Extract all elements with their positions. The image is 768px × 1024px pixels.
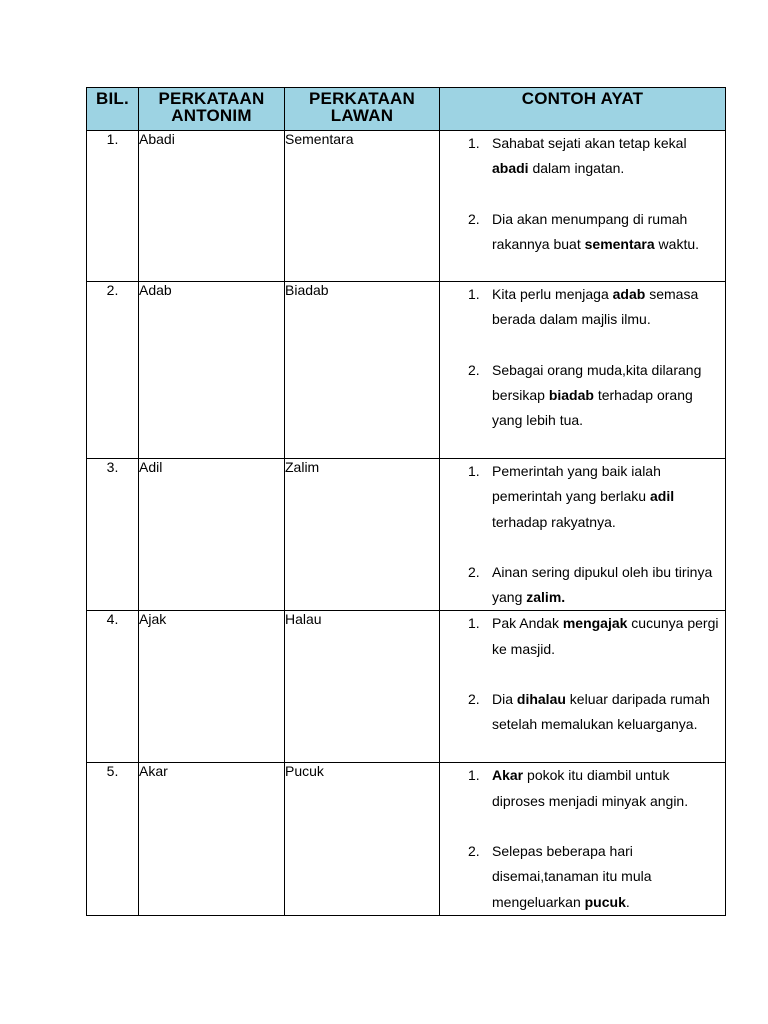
example-sentences [440,131,726,282]
sentence-text: Dia [492,691,517,708]
example-sentence [440,131,725,182]
lawan-word: Zalim [285,459,440,611]
highlighted-word: abadi [492,160,529,177]
row-number: 5. [87,763,139,915]
example-list [440,459,725,610]
sentence-text: Ainan sering dipukul oleh ibu tirinya yang [492,563,713,606]
highlighted-word: adil [650,488,675,505]
sentence-text: pokok itu diambil untuk diproses menjadi minyak angin. [492,767,689,809]
highlighted-word: biadab [548,386,594,403]
table-body [87,131,726,916]
sentence-text: Dia akan menumpang di rumah rakannya buat [492,210,688,252]
example-number: 1. [468,767,480,784]
sentence-text: dalam ingatan. [528,160,625,177]
example-number: 2. [468,210,480,227]
example-sentence [440,459,725,535]
sentence-text: terhadap orang yang lebih tua. [492,386,693,429]
sentence-text: terhadap rakyatnya. [492,513,616,530]
example-list [440,282,725,433]
header-lawan: PERKATAAN LAWAN [285,88,440,131]
sentence-text: Kita perlu menjaga [492,286,613,302]
example-sentence [440,611,725,662]
table-row [87,282,726,459]
lawan-word: Sementara [285,131,440,282]
antonim-word: Adab [139,282,285,459]
table-row [87,131,726,282]
sentence-text: Pak Andak [492,615,563,632]
example-number: 2. [468,691,480,708]
table-header [87,88,726,131]
row-number: 2. [87,282,139,459]
sentence-text: semasa berada dalam majlis ilmu. [492,286,699,328]
table-row [87,611,726,763]
row-number: 1. [87,131,139,282]
example-list [440,763,725,914]
lawan-word: Pucuk [285,763,440,915]
header-antonim: PERKATAAN ANTONIM [139,88,285,131]
example-list [440,611,725,737]
example-sentences [440,282,726,459]
example-sentence [440,358,725,434]
table-row [87,459,726,611]
row-number: 4. [87,611,139,763]
lawan-word: Biadab [285,282,440,459]
example-sentence [440,282,725,333]
example-number: 1. [468,463,480,479]
antonim-word: Abadi [139,131,285,282]
sentence-text: Sebagai orang muda,kita dilarang bersikap [492,361,702,403]
example-number: 1. [468,615,480,632]
header-row [87,88,726,131]
lawan-word: Halau [285,611,440,763]
antonim-word: Ajak [139,611,285,763]
example-sentence [440,763,725,814]
sentence-text: Selepas beberapa hari disemai,tanaman itu mula mengeluarkan [492,843,652,910]
antonim-word: Adil [139,459,285,611]
antonim-word: Akar [139,763,285,915]
highlighted-word: pucuk [584,893,626,910]
example-sentence [440,560,725,611]
row-number: 3. [87,459,139,611]
highlighted-word: Akar [492,767,524,784]
example-list [440,131,725,257]
highlighted-word: dihalau [516,691,566,708]
highlighted-word: mengajak [562,615,628,632]
highlighted-word: adab [612,286,646,302]
header-contoh-ayat: CONTOH AYAT [440,88,726,131]
highlighted-word: zalim. [526,589,566,606]
sentence-text: cucunya pergi ke masjid. [492,615,719,657]
sentence-text: Pemerintah yang baik ialah pemerintah yang berlaku [492,463,661,505]
example-sentence [440,839,725,915]
example-sentence [440,207,725,258]
example-sentences [440,763,726,915]
example-sentences [440,459,726,611]
highlighted-word: sementara [584,235,655,252]
example-number: 2. [468,361,480,378]
example-number: 1. [468,286,480,302]
antonym-table [86,87,726,916]
example-number: 2. [468,563,480,580]
example-number: 1. [468,135,480,151]
sentence-text: Sahabat sejati akan tetap kekal [492,135,687,151]
sentence-text: keluar daripada rumah setelah memalukan keluarganya. [492,691,710,733]
table-row [87,763,726,915]
sentence-text: waktu. [654,235,700,252]
example-sentence [440,687,725,738]
sentence-text: . [625,893,630,910]
example-number: 2. [468,843,480,860]
example-sentences [440,611,726,763]
header-bil: BIL. [87,88,139,131]
